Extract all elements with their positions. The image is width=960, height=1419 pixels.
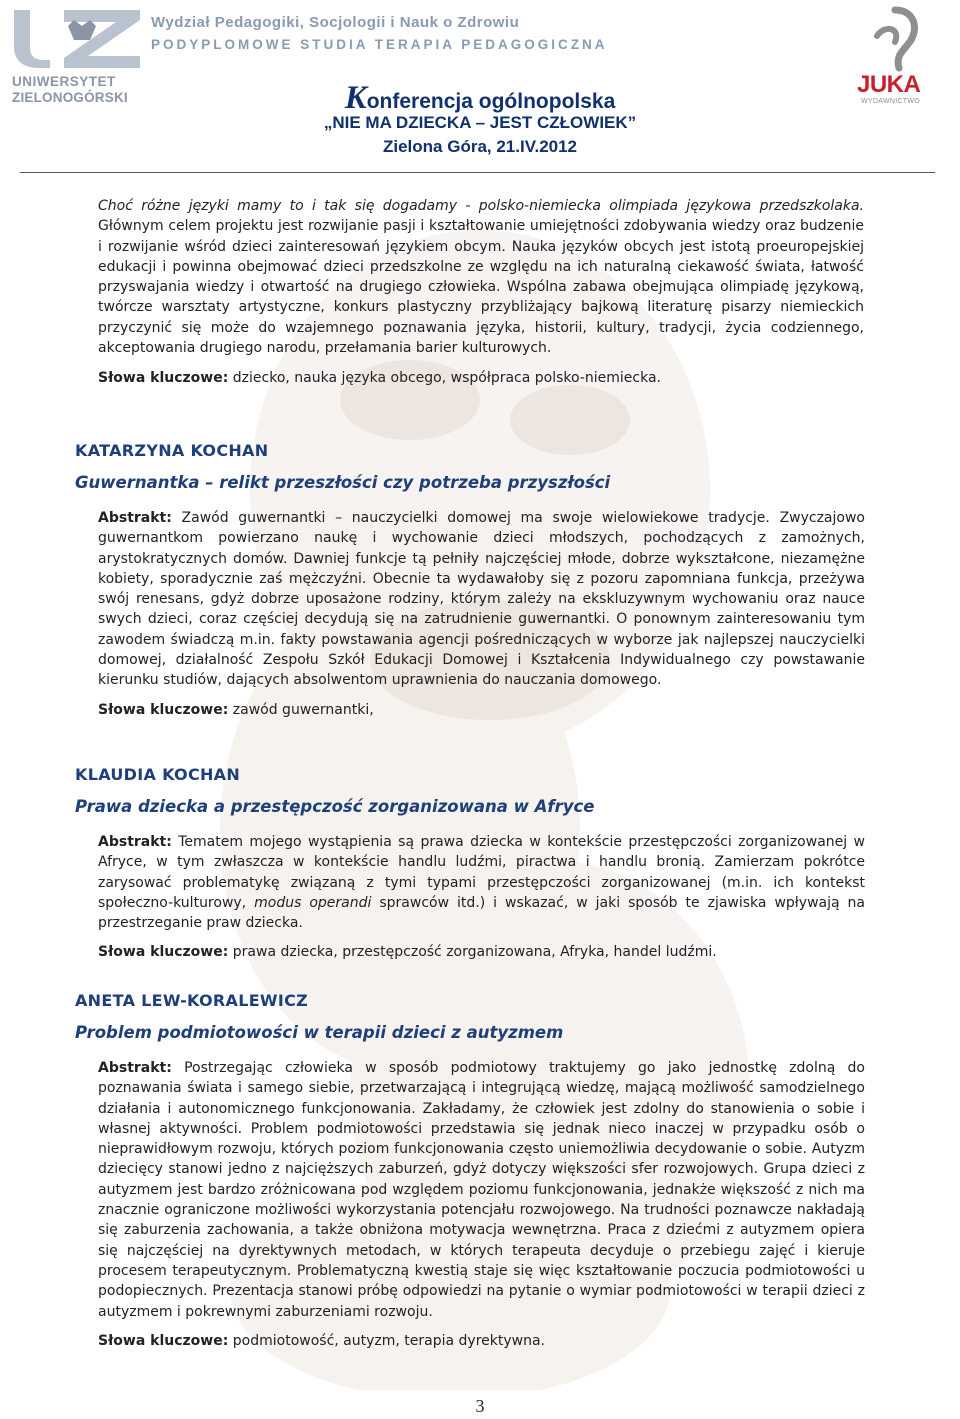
- page-number: 3: [475, 1396, 485, 1416]
- keywords-label: Słowa kluczowe:: [98, 370, 229, 387]
- abstract-text: Zawód guwernantki – nauczycielki domowej ma swoje wielowiekowe tradycje. Zwyczajowo guwernantkom powierzano naukę i wychowanie dzieci młodszych, pochodzących z zamożnych, arystokratycznych domów. Dawniej funkcje tą pełniły najczęściej młode, dobrze wykształcone, niezamężne kobiety, sporadycznie zaś mężczyźni. Obecnie ta wydawałoby się z pozoru zapomniana funkcja, przeżywa swój renesans, gdyż dobrze uposażone rodziny, którym zależy na ekskluzywnym wychowaniu oraz nauce swych dzieci, coraz częściej decydują się na zatrudnienie guwernantki. O ponownym zainteresowaniu tym zawodem świadczą m.in. fakty powstawania agencji pośredniczących w wyborze jak najlepszej nauczycielki domowej, działalność Zespołu Szkół Edukacji Domowej i Kształcenia Indywidualnego czy powstawanie kierunku studiów, dających absolwentom uprawnienia do nauczania domowego.: [98, 510, 865, 689]
- keywords-text: zawód guwernantki,: [228, 701, 374, 718]
- abstract-body: [98, 508, 865, 720]
- abstract-label: Abstrakt:: [98, 834, 172, 850]
- abstract-text: Postrzegając człowieka w sposób podmiotowy traktujemy go jako jednostkę zdolną do poznawania świata i samego siebie, przetwarzającą i integrującą wiedzę, mającą możliwość samodzielnego działania i autonomicznego funkcjonowania. Zakładamy, że człowiek jest zdolny do stanowienia o sobie i własnej aktywności. Problem podmiotowości przedstawia się jednak nieco inaczej w przypadku osób o nieprawidłowym rozwoju, których poziom funkcjonowania często uniemożliwia decydowanie o sobie. Autyzm dziecięcy stanowi jedno z najcięższych zaburzeń, gdyż dotyczy większości sfer rozwojowych. Grupa dzieci z autyzmem jest bardzo zróżnicowana pod względem poziomu funkcjonowania, jednakże większość z nich ma znacznie ograniczone możliwości wykorzystania potencjału rozwojowego. Na trudności poznawcze nakładają się zaburzenia zachowania, a także obniżona motywacja wewnętrzna. Praca z dziećmi z autyzmem opiera się najczęściej na dyrektywnych metodach, w których terapeuta decyduje o przebiegu zajęć i kieruje procesem terapeutycznym. Problematyczną kwestią staje się więc kształtowanie poczucia podmiotowości u podopiecznych. Prezentacja stanowi próbę odpowiedzi na pytanie o wymiar podmiotowości w terapii dzieci z autyzmem i pokrewnymi zaburzeniami rozwoju.: [98, 1060, 865, 1320]
- paper-title: Guwernantka – relikt przeszłości czy potrzeba przyszłości: [75, 473, 611, 492]
- abstract-text-italic: modus operandi: [254, 894, 372, 911]
- program-name: PODYPLOMOWE STUDIA TERAPIA PEDAGOGICZNA: [151, 37, 608, 52]
- paper-title: Prawa dziecka a przestępczość zorganizowana w Afryce: [75, 797, 595, 816]
- abstract-paragraph: [98, 1058, 865, 1322]
- conference-title: [0, 80, 960, 117]
- abstract-body: [98, 1058, 865, 1351]
- svg-text:ZIELONOGÓRSKI: ZIELONOGÓRSKI: [12, 90, 128, 105]
- section-kochan-klaudia: [75, 765, 865, 963]
- conference-title-rest: onferencja ogólnopolska: [366, 90, 616, 113]
- keywords-text: podmiotowość, autyzm, terapia dyrektywna.: [228, 1332, 545, 1349]
- publisher-logo: [855, 6, 935, 106]
- abstract-body: [98, 832, 865, 963]
- header-divider: [20, 172, 935, 173]
- author-name: ANETA LEW-KORALEWICZ: [75, 991, 309, 1010]
- section-lew-koralewicz: [75, 991, 865, 1351]
- faculty-name: Wydział Pedagogiki, Socjologii i Nauk o Zdrowiu: [151, 14, 520, 31]
- conference-place-date: Zielona Góra, 21.IV.2012: [382, 137, 578, 156]
- abstract-label: Abstrakt:: [98, 1060, 172, 1076]
- svg-text:WYDAWNICTWO: WYDAWNICTWO: [861, 98, 921, 105]
- author-name: KLAUDIA KOCHAN: [75, 765, 241, 784]
- publisher-logo-text: JUKA: [857, 71, 921, 98]
- conference-title-initial: K: [344, 80, 367, 116]
- keywords-label: Słowa kluczowe:: [98, 701, 229, 718]
- intro-text: Głównym celem projektu jest rozwijanie pasji i kształtowanie umiejętności zdobywania wiedzy oraz budzenie i rozwijanie wśród dzieci zainteresowań językiem obcym. Nauka języków obcych jest istotą proeuropejskiej edukacji i powinna obejmować dzieci przedszkolne ze względu na ich naturalną ciekawość świata, łatwość przyswajania wiedzy i otwartość na drugiego człowieka. Wspólna zabawa obejmująca olimpiadę językową, twórcze warsztaty artystyczne, konkurs plastyczny przybliżający bajkową literaturę pisarzy niemieckich przyczynić się może do wzajemnego poznawania języka, historii, kultury, tradycji, życia codziennego, akceptowania drugiego narodu, przełamania barier kulturowych.: [98, 218, 864, 357]
- abstract-text-a: Tematem mojego wystąpienia są prawa dziecka w kontekście przestępczości zorganizowanej w Afryce, w tym zwłaszcza w kontekście handlu ludźmi, piractwa i handlu bronią. Zamierzam pokrótce zarysować problematykę związaną z tymi typami przestępczości zorganizowanej (m.in. ich kontekst społeczno-kulturowy,: [98, 834, 865, 911]
- abstract-paragraph: [98, 832, 865, 933]
- page-header: [0, 0, 960, 176]
- keywords-label: Słowa kluczowe:: [98, 1332, 229, 1349]
- intro-paragraph: [98, 196, 864, 358]
- abstract-label: Abstrakt:: [98, 510, 172, 526]
- keywords-text: dziecko, nauka języka obcego, współpraca polsko-niemiecka.: [228, 370, 661, 387]
- author-name: KATARZYNA KOCHAN: [75, 441, 269, 460]
- intro-lead: Choć różne języki mamy to i tak się dogadamy - polsko-niemiecka olimpiada językowa przedszkolaka.: [98, 198, 864, 214]
- conference-motto: „NIE MA DZIECKA – JEST CZŁOWIEK”: [323, 113, 637, 132]
- keywords-paragraph: [98, 1331, 865, 1351]
- intro-keywords: [98, 368, 864, 388]
- keywords-paragraph: [98, 700, 865, 720]
- paper-title: Problem podmiotowości w terapii dzieci z autyzmem: [75, 1023, 564, 1042]
- keywords-label: Słowa kluczowe:: [98, 944, 229, 961]
- intro-abstract: [98, 196, 864, 389]
- keywords-text: prawa dziecka, przestępczość zorganizowana, Afryka, handel ludźmi.: [228, 944, 717, 961]
- section-kochan-katarzyna: [75, 441, 865, 720]
- keywords-paragraph: [98, 942, 865, 962]
- abstract-paragraph: [98, 508, 865, 691]
- abstract-text-b: sprawców itd.) i wskazać, w jaki sposób te zjawiska wpływają na przestrzeganie praw dziecka.: [98, 894, 865, 932]
- university-logo-text: UNIWERSYTET: [12, 74, 116, 89]
